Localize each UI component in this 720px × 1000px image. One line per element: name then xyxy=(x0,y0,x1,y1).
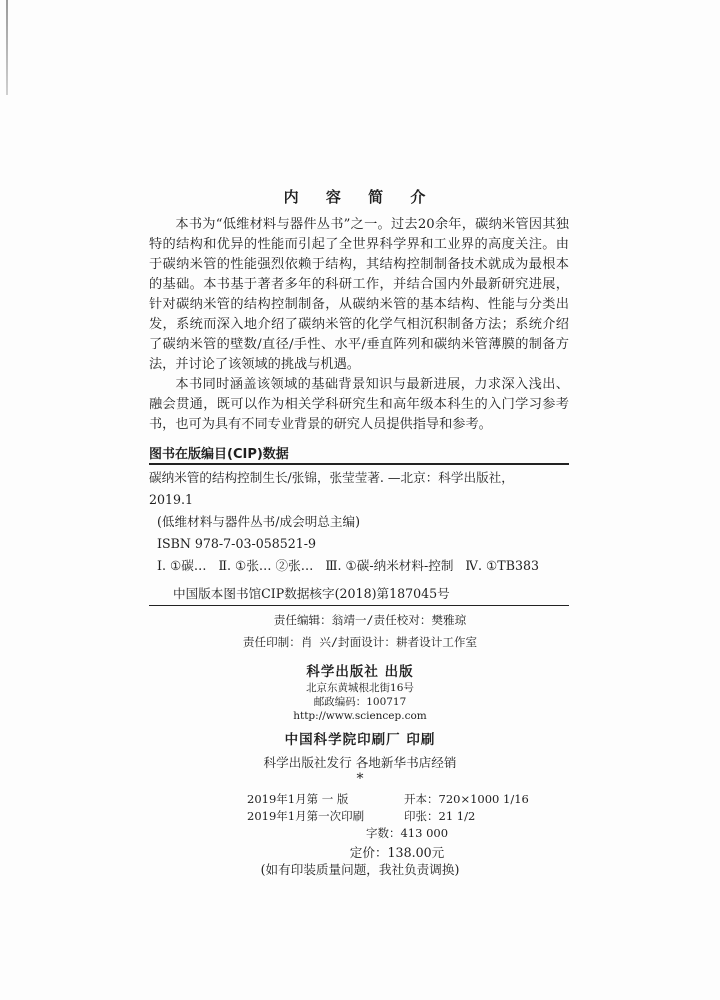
cip-number: 中国版本图书馆CIP数据核字(2018)第187045号 xyxy=(173,586,450,601)
summary-paragraph: 本书同时涵盖该领域的基础背景知识与最新进展，力求深入浅出、融会贯通，既可以作为相关学科研究生和高年级本科生的入门学习参考书，也可为具有不同专业背景的研究人员提供指导和参考。 xyxy=(149,377,569,432)
publisher-postcode: 邮政编码：100717 xyxy=(313,696,407,708)
colophon-row xyxy=(247,791,547,808)
production-credits: 责任印制：肖 兴/封面设计：耕者设计工作室 xyxy=(242,635,478,649)
cip-series: (低维材料与器件丛书/成会明总主编) xyxy=(157,514,360,529)
cip-class-item: Ⅱ. ①张… ②张… xyxy=(218,558,314,573)
page-edge-mark xyxy=(6,0,8,95)
cip-heading: 图书在版编目(CIP)数据 xyxy=(149,447,289,462)
summary-title: 内 容 简 介 xyxy=(283,188,437,206)
price: 定价：138.00元 xyxy=(349,845,445,860)
cip-class-item: Ⅳ. ①TB383 xyxy=(465,558,539,573)
sheets-info: 印张：21 1/2 xyxy=(404,809,476,823)
cip-class-item: Ⅰ. ①碳… xyxy=(157,558,207,573)
publisher-block xyxy=(0,664,720,723)
publisher-name: 科学出版社 出版 xyxy=(306,664,414,680)
separator-asterisk: * xyxy=(356,771,364,787)
cip-record-line: 碳纳米管的结构控制生长/张锦，张莹莹著. —北京：科学出版社， xyxy=(149,470,514,485)
word-count: 字数：413 000 xyxy=(365,826,449,840)
colophon-row xyxy=(247,808,547,825)
colophon xyxy=(247,791,547,861)
summary-paragraph: 本书为“低维材料与器件丛书”之一。过去20余年，碳纳米管因其独特的结构和优异的性能而引起了全世界科学界和工业界的高度关注。由于碳纳米管的性能强烈依赖于结构，其结构控制制备技术就成为最根本的基础。本书基于著者多年的科研工作，并结合国内外最新研究进展，针对碳纳米管的结构控制制备，从碳纳米管的基本结构、性能与分类出发，系统而深入地介绍了碳纳米管的化学气相沉积制备方法；系统介绍了碳纳米管的壁数/直径/手性、水平/垂直阵列和碳纳米管薄膜的制备方法，并讨论了该领域的挑战与机遇。 xyxy=(149,217,569,372)
cip-record xyxy=(149,467,569,577)
edition-info: 2019年1月第 一 版 xyxy=(247,792,349,806)
printing-info: 2019年1月第一次印刷 xyxy=(247,809,365,823)
cip-class-item: Ⅲ. ①碳-纳米材料-控制 xyxy=(325,558,454,573)
cip-top-rule xyxy=(149,463,569,465)
editor-credits: 责任编辑：翁靖一/责任校对：樊雅琼 xyxy=(273,613,467,627)
cip-record-line: 2019.1 xyxy=(149,492,194,507)
summary-body xyxy=(149,215,569,435)
cip-classification xyxy=(149,555,569,577)
distribution-line: 科学出版社发行 各地新华书店经销 xyxy=(263,755,457,770)
cip-bottom-rule xyxy=(149,605,569,606)
format-info: 开本：720×1000 1/16 xyxy=(404,792,529,806)
publisher-address: 北京东黄城根北街16号 xyxy=(306,682,414,694)
exchange-note: (如有印装质量问题，我社负责调换) xyxy=(260,862,460,877)
printer-name: 中国科学院印刷厂 印刷 xyxy=(284,732,436,748)
cip-isbn: ISBN 978-7-03-058521-9 xyxy=(157,536,317,551)
publisher-url: http://www.sciencep.com xyxy=(293,710,427,722)
